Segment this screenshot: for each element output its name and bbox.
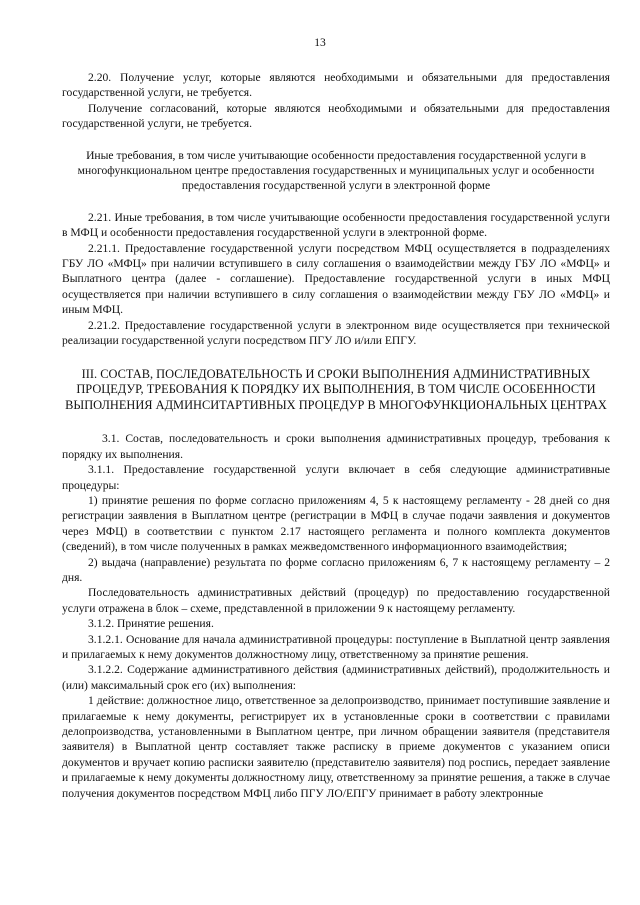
page-number: 13 [314,36,326,49]
document-body [62,70,610,801]
list-item-1: 1) принятие решения по форме согласно приложениям 4, 5 к настоящему регламенту - 28 дней со дня регистрации заявления в Выплатном центре (регистрации в МФЦ в случае подачи заявления и документов через МФЦ) в соответствии с пунктом 2.17 настоящего регламента и полного комплекта документов (сведений), в том числе полученных в рамках межведомственного информационного взаимодействия; [62,493,610,554]
paragraph-3-1-2: 3.1.2. Принятие решения. [88,617,214,631]
paragraph-2-21-1: 2.21.1. Предоставление государственной услуги посредством МФЦ осуществляется в подразделениях ГБУ ЛО «МФЦ» при наличии вступившего в силу соглашения о взаимодействии между ГБУ ЛО «МФЦ» и Выплатного центра (далее - соглашение). Предоставление государственной услуги в иных МФЦ осуществляется при наличии вступившего в силу соглашения о взаимодействии между ГБУ ЛО «МФЦ» и иным МФЦ. [62,241,610,317]
paragraph-2-20: 2.20. Получение услуг, которые являются необходимыми и обязательными для предоставления государственной услуги, не требуется. [62,71,610,100]
list-item-2: 2) выдача (направление) результата по форме согласно приложениям 6, 7 к настоящему регламенту – 2 дня. [62,555,610,584]
paragraph-approvals: Получение согласований, которые являются необходимыми и обязательными для предоставления государственной услуги, не требуется. [62,101,610,131]
paragraph-3-1-1: 3.1.1. Предоставление государственной услуги включает в себя следующие административные процедуры: [62,463,610,492]
section-iii-title: III. СОСТАВ, ПОСЛЕДОВАТЕЛЬНОСТЬ И СРОКИ ВЫПОЛНЕНИЯ АДМИНИСТРАТИВНЫХ ПРОЦЕДУР, ТРЕБОВАНИЯ К ПОРЯДКУ ИХ ВЫПОЛНЕНИЯ, В ТОМ ЧИСЛЕ ОСОБЕННОСТИ ВЫПОЛНЕНИЯ АДМИНСИТАРТИВНЫХ ПРОЦЕДУР В МНОГОФУНКЦИОНАЛЬНЫХ ЦЕНТРАХ [65,366,607,412]
paragraph-2-21-2: 2.21.2. Предоставление государственной услуги в электронном виде осуществляется при технической реализации государственной услуги посредством ПГУ ЛО и/или ЕПГУ. [62,318,610,348]
paragraph-action-1: 1 действие: должностное лицо, ответственное за делопроизводство, принимает поступившие заявление и прилагаемые к нему документы, регистрирует их в установленные сроки в соответствии с правилами делопроизводства, установленными в Выплатном центре, при личном обращении заявителя (представителя заявителя) в Выплатной центр составляет также расписку в приеме документов с указанием описи документов и вручает копию расписки заявителю (представителю заявителя) под роспись, передает заявление и прилагаемые к нему документы должностному лицу, ответственному за принятие решения, а также в случае получения документов посредством МФЦ либо ПГУ ЛО/ЕПГУ принимает в работу электронные [62,694,610,800]
paragraph-2-21: 2.21. Иные требования, в том числе учитывающие особенности предоставления государственной услуги в МФЦ и особенности предоставления государственной услуги в электронной форме. [62,210,610,240]
section-other-requirements-title: Иные требования, в том числе учитывающие особенности предоставления государственной услуги в многофункциональном центре предоставления государственных и муниципальных услуг и особенности предоставления государственной услуги в электронной форме [77,148,595,193]
paragraph-3-1: 3.1. Состав, последовательность и сроки выполнения административных процедур, требования к порядку их выполнения. [62,432,610,461]
paragraph-3-1-2-2: 3.1.2.2. Содержание административного действия (административных действий), продолжительность и (или) максимальный срок его (их) выполнения: [62,663,610,692]
paragraph-3-1-2-1: 3.1.2.1. Основание для начала административной процедуры: поступление в Выплатной центр заявления и прилагаемых к нему документов должностному лицу, ответственному за принятие решения. [62,632,610,661]
paragraph-sequence: Последовательность административных действий (процедур) по предоставлению государственной услуги отражена в блок – схеме, представленной в приложении 9 к настоящему регламенту. [62,586,610,615]
